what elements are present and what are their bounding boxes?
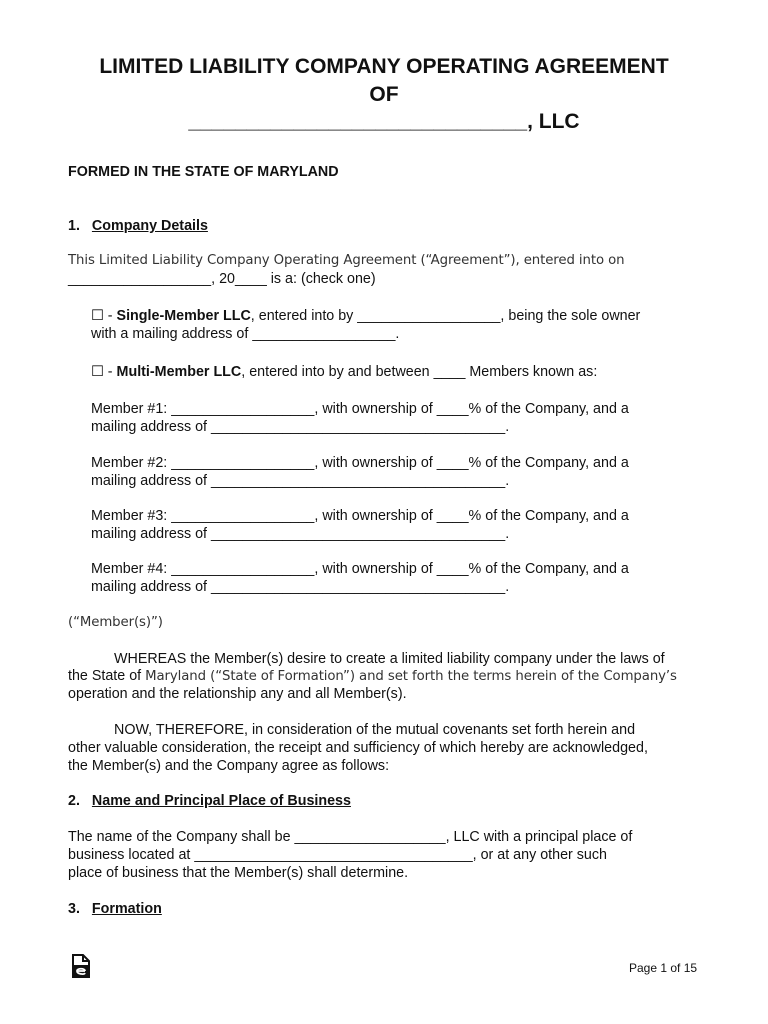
document-title-line2: OF: [369, 83, 399, 106]
document-title-line3: _____________________________, LLC: [188, 110, 580, 133]
member-3-line1: Member #3: __________________, with ownership of ____% of the Company, and a: [91, 508, 629, 524]
section2-line3: place of business that the Member(s) shall determine.: [68, 865, 409, 881]
member-2-line2: mailing address of _____________________________________.: [91, 473, 510, 489]
section1-intro-line2: __________________, 20____ is a: (check one): [68, 271, 376, 287]
single-member-dash: -: [103, 308, 117, 324]
single-member-checkbox[interactable]: ☐: [91, 308, 104, 324]
eforms-logo-icon: [70, 954, 92, 978]
member-2-line1: Member #2: __________________, with ownership of ____% of the Company, and a: [91, 455, 629, 471]
section2-heading: [68, 792, 351, 810]
single-member-option: [91, 307, 640, 325]
now-therefore-line3: the Member(s) and the Company agree as follows:: [68, 758, 390, 774]
formed-in-heading: FORMED IN THE STATE OF MARYLAND: [68, 164, 339, 180]
page-number: Page 1 of 15: [629, 961, 698, 975]
section1-number: 1.: [68, 218, 80, 234]
section3-heading: [68, 900, 162, 918]
section1-title: Company Details: [91, 218, 208, 234]
whereas-line2-start: the State of: [68, 668, 146, 684]
member-4-line1: Member #4: __________________, with ownership of ____% of the Company, and a: [91, 561, 629, 577]
section3-title: Formation: [91, 901, 162, 917]
multi-member-text: , entered into by and between ____ Members known as:: [241, 364, 598, 380]
section2-line1: The name of the Company shall be ___________________, LLC with a principal place of: [68, 829, 633, 845]
member-1-line2: mailing address of _____________________________________.: [91, 419, 510, 435]
multi-member-checkbox[interactable]: ☐: [91, 364, 104, 380]
now-therefore-line1: NOW, THEREFORE, in consideration of the mutual covenants set forth herein and: [114, 722, 636, 738]
now-therefore-line2: other valuable consideration, the receipt and sufficiency of which hereby are acknowledged,: [68, 740, 648, 756]
single-member-label: Single-Member LLC: [116, 308, 251, 324]
whereas-line2: [68, 667, 677, 686]
single-member-address: with a mailing address of __________________.: [91, 326, 400, 342]
members-label: (“Member(s)”): [68, 615, 163, 630]
section2-title: Name and Principal Place of Business: [91, 793, 351, 809]
whereas-line2-end: Maryland (“State of Formation”) and set forth the terms herein of the Company’s: [145, 669, 677, 684]
section3-number: 3.: [68, 901, 80, 917]
section2-line2: business located at ___________________________________, or at any other such: [68, 847, 607, 863]
whereas-line1: WHEREAS the Member(s) desire to create a limited liability company under the laws of: [114, 651, 665, 667]
member-1-line1: Member #1: __________________, with ownership of ____% of the Company, and a: [91, 401, 629, 417]
whereas-line3: operation and the relationship any and all Member(s).: [68, 686, 407, 702]
section1-intro-line1: This Limited Liability Company Operating Agreement (“Agreement”), entered into on: [68, 253, 625, 268]
single-member-text: , entered into by __________________, being the sole owner: [250, 308, 641, 324]
member-4-line2: mailing address of _____________________________________.: [91, 579, 510, 595]
multi-member-option: [91, 363, 597, 381]
member-3-line2: mailing address of _____________________________________.: [91, 526, 510, 542]
multi-member-dash: -: [103, 364, 117, 380]
multi-member-label: Multi-Member LLC: [116, 364, 242, 380]
document-title-line1: LIMITED LIABILITY COMPANY OPERATING AGREEMENT: [99, 55, 669, 78]
section2-number: 2.: [68, 793, 80, 809]
section1-heading: [68, 217, 208, 235]
